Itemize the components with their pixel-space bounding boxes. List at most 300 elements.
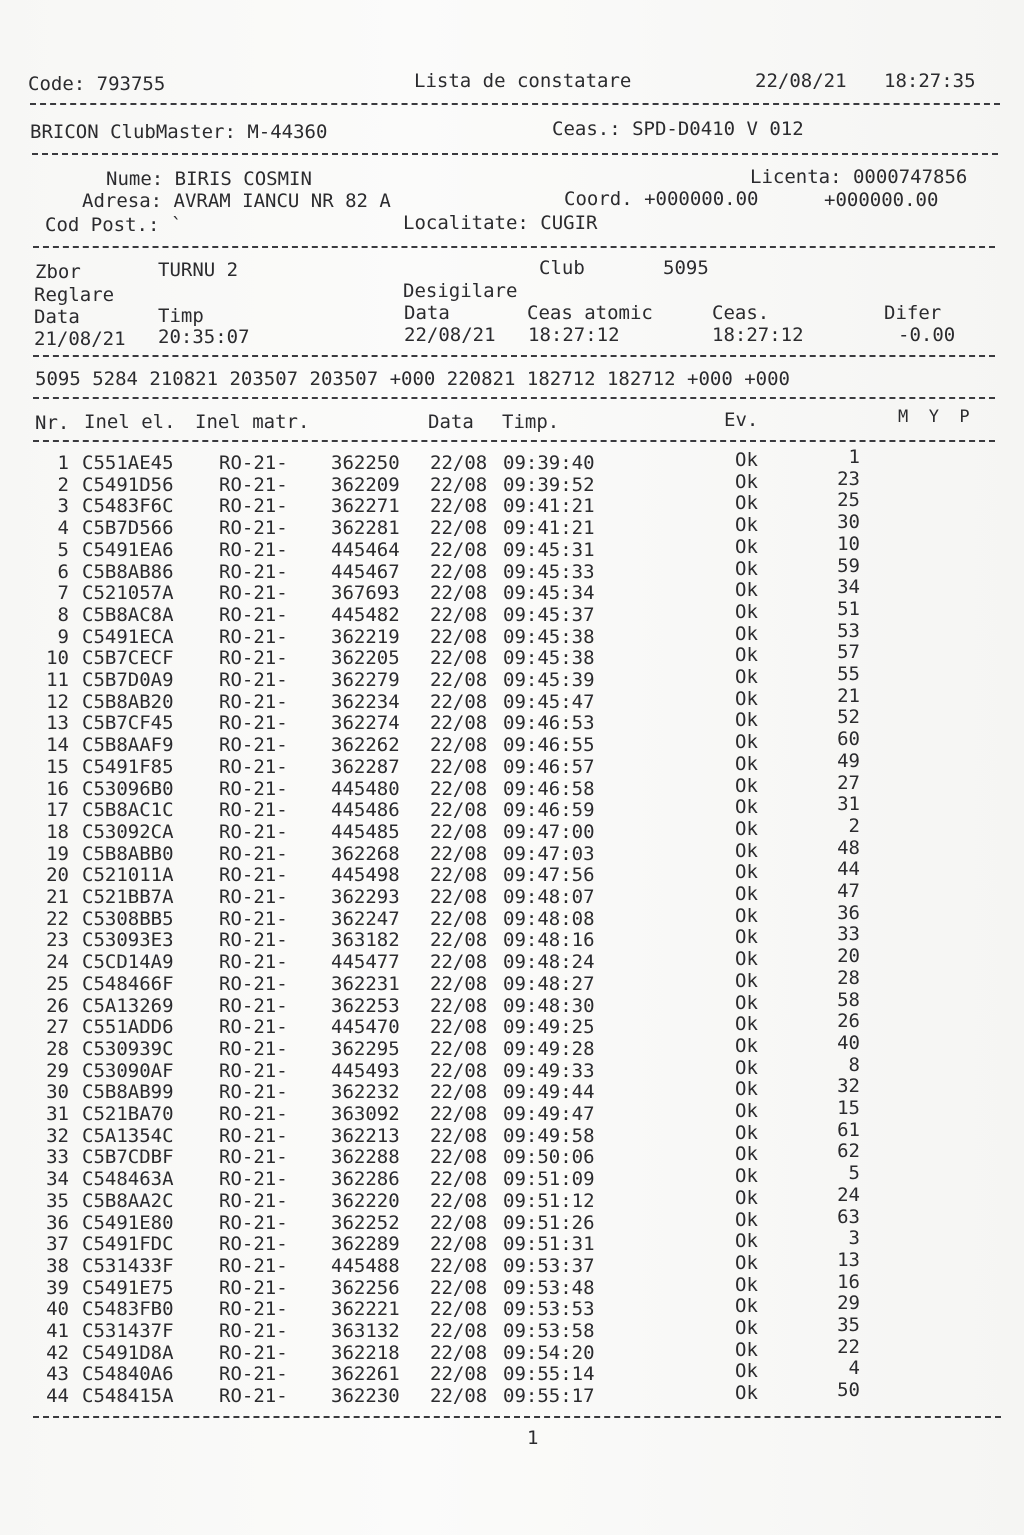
arrival-date: 22/08 xyxy=(430,495,488,518)
electronic-ring: C5B8AB20 xyxy=(82,690,174,713)
arrival-date: 22/08 xyxy=(430,1385,488,1408)
table-row xyxy=(0,1205,1024,1234)
ring-number: 445488 xyxy=(331,1254,400,1277)
ring-prefix: RO-21- xyxy=(219,907,288,930)
arrival-time: 09:49:33 xyxy=(503,1059,595,1082)
electronic-ring: C5491E80 xyxy=(82,1211,174,1234)
ring-prefix: RO-21- xyxy=(219,929,288,952)
arrival-date: 22/08 xyxy=(430,842,488,865)
page-number: 1 xyxy=(527,1427,539,1449)
event-status: Ok xyxy=(735,752,758,775)
table-row xyxy=(0,1118,1024,1147)
position: 40 xyxy=(837,1031,860,1054)
arrival-time: 09:45:47 xyxy=(503,690,595,713)
event-status: Ok xyxy=(735,1360,758,1383)
event-status: Ok xyxy=(735,535,758,558)
arrival-date: 22/08 xyxy=(430,690,488,713)
position: 33 xyxy=(837,923,860,946)
position: 34 xyxy=(837,576,860,599)
arrival-time: 09:55:14 xyxy=(503,1363,595,1386)
electronic-ring: C521BA70 xyxy=(82,1103,174,1125)
event-status: Ok xyxy=(735,1251,758,1274)
ring-number: 362286 xyxy=(331,1168,400,1191)
col-myp: M Y P xyxy=(898,407,970,427)
electronic-ring: C53092CA xyxy=(82,820,174,843)
club-number: 5095 xyxy=(663,257,709,279)
electronic-ring: C5B7CDBF xyxy=(82,1146,174,1169)
ring-number: 362287 xyxy=(331,755,400,778)
arrival-time: 09:45:33 xyxy=(503,560,595,583)
reglare-time: 20:35:07 xyxy=(158,326,250,348)
arrival-date: 22/08 xyxy=(430,1320,488,1342)
ring-prefix: RO-21- xyxy=(219,734,288,757)
electronic-ring: C5A1354C xyxy=(82,1124,174,1147)
row-number: 25 xyxy=(46,972,69,995)
row-number: 40 xyxy=(46,1298,69,1321)
table-row xyxy=(0,1010,1024,1039)
arrival-date: 22/08 xyxy=(430,1081,488,1104)
table-row xyxy=(0,511,1024,540)
event-status: Ok xyxy=(735,600,758,623)
arrival-time: 09:46:55 xyxy=(503,734,595,757)
position: 36 xyxy=(837,901,860,924)
table-row xyxy=(0,597,1024,626)
arrival-time: 09:39:52 xyxy=(503,473,595,496)
arrival-date: 22/08 xyxy=(430,603,488,626)
arrival-time: 09:53:37 xyxy=(503,1254,595,1277)
event-status: Ok xyxy=(735,969,758,992)
table-row xyxy=(0,1183,1024,1212)
arrival-time: 09:45:34 xyxy=(503,582,595,605)
position: 24 xyxy=(837,1183,860,1206)
position: 5 xyxy=(848,1162,860,1185)
arrival-date: 22/08 xyxy=(430,1103,488,1125)
row-number: 41 xyxy=(46,1320,69,1342)
desigilare-date: 22/08/21 xyxy=(404,324,496,346)
arrival-date: 22/08 xyxy=(430,1363,488,1386)
position: 21 xyxy=(837,684,860,707)
electronic-ring: C5483FB0 xyxy=(82,1298,174,1321)
event-status: Ok xyxy=(735,1382,758,1405)
electronic-ring: C5B8AB99 xyxy=(82,1081,174,1104)
ring-prefix: RO-21- xyxy=(219,690,288,713)
ring-number: 362253 xyxy=(331,994,400,1017)
ring-number: 362230 xyxy=(331,1385,400,1408)
row-number: 29 xyxy=(46,1059,69,1082)
row-number: 31 xyxy=(46,1103,69,1125)
arrival-time: 09:48:30 xyxy=(503,994,595,1017)
table-row xyxy=(0,771,1024,800)
row-number: 26 xyxy=(46,994,69,1017)
ring-number: 367693 xyxy=(331,582,400,605)
ring-number: 445486 xyxy=(331,799,400,822)
row-number: 20 xyxy=(46,864,69,887)
electronic-ring: C5B8AC8A xyxy=(82,603,174,626)
arrival-time: 09:48:27 xyxy=(503,972,595,995)
electronic-ring: C5491D8A xyxy=(82,1341,174,1364)
arrival-date: 22/08 xyxy=(430,1124,488,1147)
table-row xyxy=(0,923,1024,952)
electronic-ring: C5B7D566 xyxy=(82,517,174,540)
col-ring-matr: Inel matr. xyxy=(195,411,310,433)
row-number: 38 xyxy=(46,1254,69,1277)
arrival-time: 09:45:37 xyxy=(503,603,595,626)
separator xyxy=(30,103,1000,105)
row-number: 27 xyxy=(46,1016,69,1039)
arrival-date: 22/08 xyxy=(430,907,488,930)
arrival-date: 22/08 xyxy=(430,473,488,496)
arrival-date: 22/08 xyxy=(430,994,488,1017)
row-number: 6 xyxy=(57,560,69,583)
electronic-ring: C5B8AAF9 xyxy=(82,734,174,757)
event-status: Ok xyxy=(735,449,758,471)
position: 58 xyxy=(837,988,860,1011)
position: 35 xyxy=(837,1314,860,1336)
row-number: 17 xyxy=(46,799,69,822)
arrival-time: 09:39:40 xyxy=(503,452,595,474)
ring-prefix: RO-21- xyxy=(219,1254,288,1277)
table-row xyxy=(0,793,1024,822)
owner-coord: Coord. +000000.00 xyxy=(564,188,759,210)
event-status: Ok xyxy=(735,666,758,688)
arrival-date: 22/08 xyxy=(430,886,488,908)
owner-postal-code: Cod Post.: ` xyxy=(45,214,183,236)
row-number: 24 xyxy=(46,951,69,974)
flight-label: Zbor xyxy=(35,261,81,283)
separator xyxy=(33,1416,1001,1418)
document-code: Code: 793755 xyxy=(28,73,166,95)
row-number: 12 xyxy=(46,690,69,713)
arrival-time: 09:53:53 xyxy=(503,1298,595,1321)
arrival-time: 09:55:17 xyxy=(503,1385,595,1408)
row-number: 44 xyxy=(46,1385,69,1408)
arrival-date: 22/08 xyxy=(430,1211,488,1234)
table-row xyxy=(0,966,1024,995)
position: 20 xyxy=(837,945,860,968)
arrival-time: 09:53:48 xyxy=(503,1276,595,1299)
electronic-ring: C5491E75 xyxy=(82,1276,174,1299)
ring-number: 445482 xyxy=(331,603,400,626)
ring-prefix: RO-21- xyxy=(219,842,288,865)
reglare-time-label: Timp xyxy=(158,305,204,327)
arrival-time: 09:45:38 xyxy=(503,625,595,648)
clock-label: Ceas. xyxy=(712,302,770,324)
position: 3 xyxy=(848,1227,860,1250)
row-number: 43 xyxy=(46,1363,69,1386)
atomic-clock-label: Ceas atomic xyxy=(527,302,653,324)
event-status: Ok xyxy=(735,644,758,667)
electronic-ring: C5491ECA xyxy=(82,625,174,648)
event-status: Ok xyxy=(735,1121,758,1144)
ring-number: 362250 xyxy=(331,452,400,474)
arrival-time: 09:49:47 xyxy=(503,1103,595,1125)
event-status: Ok xyxy=(735,1034,758,1057)
arrival-date: 22/08 xyxy=(430,1298,488,1321)
row-number: 22 xyxy=(46,907,69,930)
position: 10 xyxy=(837,532,860,555)
ring-number: 445485 xyxy=(331,820,400,843)
electronic-ring: C5491D56 xyxy=(82,473,174,496)
ring-prefix: RO-21- xyxy=(219,1211,288,1234)
ring-number: 362234 xyxy=(331,690,400,713)
reglare-date: 21/08/21 xyxy=(34,328,126,350)
arrival-date: 22/08 xyxy=(430,1059,488,1082)
electronic-ring: C5308BB5 xyxy=(82,907,174,930)
arrival-date: 22/08 xyxy=(430,538,488,561)
arrival-date: 22/08 xyxy=(430,1276,488,1299)
arrival-time: 09:45:39 xyxy=(503,669,595,691)
event-status: Ok xyxy=(735,1165,758,1188)
table-row xyxy=(0,836,1024,865)
table-row xyxy=(0,1053,1024,1082)
ring-number: 362231 xyxy=(331,972,400,995)
ring-prefix: RO-21- xyxy=(219,473,288,496)
ring-number: 363132 xyxy=(331,1320,400,1342)
electronic-ring: C53090AF xyxy=(82,1059,174,1082)
row-number: 37 xyxy=(46,1233,69,1256)
position: 63 xyxy=(837,1205,860,1228)
electronic-ring: C5B8AC1C xyxy=(82,799,174,822)
arrival-date: 22/08 xyxy=(430,799,488,822)
table-row xyxy=(0,858,1024,887)
row-number: 13 xyxy=(46,712,69,735)
ring-number: 445464 xyxy=(331,538,400,561)
position: 30 xyxy=(837,511,860,534)
ring-prefix: RO-21- xyxy=(219,625,288,648)
ring-number: 362256 xyxy=(331,1276,400,1299)
ring-number: 362293 xyxy=(331,886,400,908)
position: 59 xyxy=(837,554,860,577)
event-status: Ok xyxy=(735,1338,758,1361)
position: 15 xyxy=(837,1097,860,1119)
ring-number: 445498 xyxy=(331,864,400,887)
arrival-date: 22/08 xyxy=(430,951,488,974)
print-date: 22/08/21 xyxy=(755,70,847,92)
event-status: Ok xyxy=(735,579,758,602)
table-row xyxy=(0,619,1024,648)
position: 60 xyxy=(837,728,860,751)
position: 48 xyxy=(837,836,860,859)
row-number: 30 xyxy=(46,1081,69,1104)
arrival-date: 22/08 xyxy=(430,582,488,605)
ring-number: 362262 xyxy=(331,734,400,757)
row-number: 36 xyxy=(46,1211,69,1234)
electronic-ring: C5491EA6 xyxy=(82,538,174,561)
ring-prefix: RO-21- xyxy=(219,1233,288,1256)
arrival-time: 09:48:16 xyxy=(503,929,595,952)
position: 50 xyxy=(837,1379,860,1402)
row-number: 32 xyxy=(46,1124,69,1147)
event-status: Ok xyxy=(735,1186,758,1209)
row-number: 2 xyxy=(57,473,69,496)
owner-license: Licenta: 0000747856 xyxy=(750,166,968,188)
table-row xyxy=(0,1227,1024,1256)
ring-number: 445467 xyxy=(331,560,400,583)
event-status: Ok xyxy=(735,1143,758,1166)
event-status: Ok xyxy=(735,1273,758,1296)
electronic-ring: C5B8AB86 xyxy=(82,560,174,583)
position: 27 xyxy=(837,771,860,794)
ring-prefix: RO-21- xyxy=(219,517,288,540)
table-row xyxy=(0,1270,1024,1299)
arrival-time: 09:51:31 xyxy=(503,1233,595,1256)
electronic-ring: C53096B0 xyxy=(82,777,174,800)
ring-prefix: RO-21- xyxy=(219,712,288,735)
electronic-ring: C53093E3 xyxy=(82,929,174,952)
row-number: 3 xyxy=(57,495,69,518)
col-nr: Nr. xyxy=(35,412,70,434)
ring-prefix: RO-21- xyxy=(219,1341,288,1364)
ring-number: 362252 xyxy=(331,1211,400,1234)
table-row xyxy=(0,1357,1024,1386)
ring-number: 362219 xyxy=(331,625,400,648)
ring-number: 362205 xyxy=(331,647,400,670)
table-row xyxy=(0,1140,1024,1169)
electronic-ring: C551ADD6 xyxy=(82,1016,174,1039)
electronic-ring: C548463A xyxy=(82,1168,174,1191)
arrival-date: 22/08 xyxy=(430,1341,488,1364)
ring-number: 362279 xyxy=(331,669,400,691)
ring-prefix: RO-21- xyxy=(219,603,288,626)
row-number: 39 xyxy=(46,1276,69,1299)
ring-prefix: RO-21- xyxy=(219,951,288,974)
table-row xyxy=(0,1075,1024,1104)
arrival-date: 22/08 xyxy=(430,1037,488,1060)
row-number: 42 xyxy=(46,1341,69,1364)
desigilare-label: Desigilare xyxy=(403,280,518,302)
electronic-ring: C5B7CECF xyxy=(82,647,174,670)
row-number: 14 xyxy=(46,734,69,757)
ring-number: 445493 xyxy=(331,1059,400,1082)
event-status: Ok xyxy=(735,557,758,580)
table-row xyxy=(0,728,1024,757)
ring-prefix: RO-21- xyxy=(219,669,288,691)
owner-address: Adresa: AVRAM IANCU NR 82 A xyxy=(82,190,391,212)
ring-number: 362232 xyxy=(331,1081,400,1104)
position: 29 xyxy=(837,1292,860,1315)
arrival-date: 22/08 xyxy=(430,712,488,735)
ring-prefix: RO-21- xyxy=(219,1189,288,1212)
ring-prefix: RO-21- xyxy=(219,1081,288,1104)
position: 55 xyxy=(837,663,860,685)
ring-prefix: RO-21- xyxy=(219,1363,288,1386)
arrival-time: 09:49:25 xyxy=(503,1016,595,1039)
separator xyxy=(33,440,995,442)
table-row xyxy=(0,641,1024,670)
ring-prefix: RO-21- xyxy=(219,755,288,778)
ring-prefix: RO-21- xyxy=(219,647,288,670)
event-status: Ok xyxy=(735,622,758,645)
ring-prefix: RO-21- xyxy=(219,495,288,518)
position: 51 xyxy=(837,597,860,620)
table-row xyxy=(0,467,1024,496)
arrival-date: 22/08 xyxy=(430,1016,488,1039)
clock-id: Ceas.: SPD-D0410 V 012 xyxy=(552,118,804,140)
owner-name: Nume: BIRIS COSMIN xyxy=(106,168,312,190)
ring-number: 362220 xyxy=(331,1189,400,1212)
table-row xyxy=(0,554,1024,583)
position: 53 xyxy=(837,619,860,642)
ring-prefix: RO-21- xyxy=(219,777,288,800)
arrival-time: 09:49:44 xyxy=(503,1081,595,1104)
ring-prefix: RO-21- xyxy=(219,538,288,561)
arrival-time: 09:47:03 xyxy=(503,842,595,865)
event-status: Ok xyxy=(735,1295,758,1318)
ring-number: 362271 xyxy=(331,495,400,518)
row-number: 15 xyxy=(46,755,69,778)
ring-number: 362221 xyxy=(331,1298,400,1321)
event-status: Ok xyxy=(735,796,758,819)
position: 2 xyxy=(848,814,860,837)
arrival-time: 09:53:58 xyxy=(503,1320,595,1342)
electronic-ring: C54840A6 xyxy=(82,1363,174,1386)
arrival-time: 09:51:09 xyxy=(503,1168,595,1191)
table-row xyxy=(0,988,1024,1017)
position: 49 xyxy=(837,749,860,772)
electronic-ring: C5483F6C xyxy=(82,495,174,518)
table-row xyxy=(0,576,1024,605)
electronic-ring: C531437F xyxy=(82,1320,174,1342)
event-status: Ok xyxy=(735,1317,758,1339)
ring-prefix: RO-21- xyxy=(219,1059,288,1082)
atomic-clock-value: 18:27:12 xyxy=(528,324,620,346)
event-status: Ok xyxy=(735,1013,758,1036)
ring-prefix: RO-21- xyxy=(219,1298,288,1321)
difference-value: -0.00 xyxy=(898,324,956,346)
arrival-time: 09:47:56 xyxy=(503,864,595,887)
electronic-ring: C5A13269 xyxy=(82,994,174,1017)
electronic-ring: C5491F85 xyxy=(82,755,174,778)
ring-number: 445477 xyxy=(331,951,400,974)
electronic-ring: C5B7D0A9 xyxy=(82,669,174,691)
arrival-date: 22/08 xyxy=(430,452,488,474)
arrival-time: 09:49:58 xyxy=(503,1124,595,1147)
position: 47 xyxy=(837,880,860,902)
ring-number: 362295 xyxy=(331,1037,400,1060)
table-row xyxy=(0,663,1024,691)
table-row xyxy=(0,1335,1024,1364)
row-number: 4 xyxy=(57,517,69,540)
electronic-ring: C548466F xyxy=(82,972,174,995)
encoded-line: 5095 5284 210821 203507 203507 +000 220821 182712 182712 +000 +000 xyxy=(35,368,790,390)
position: 32 xyxy=(837,1075,860,1098)
position: 28 xyxy=(837,966,860,989)
ring-prefix: RO-21- xyxy=(219,864,288,887)
ring-prefix: RO-21- xyxy=(219,1103,288,1125)
ring-prefix: RO-21- xyxy=(219,582,288,605)
position: 25 xyxy=(837,489,860,512)
arrival-date: 22/08 xyxy=(430,1168,488,1191)
arrival-date: 22/08 xyxy=(430,777,488,800)
col-event: Ev. xyxy=(724,409,759,431)
arrival-date: 22/08 xyxy=(430,1189,488,1212)
ring-prefix: RO-21- xyxy=(219,1320,288,1342)
event-status: Ok xyxy=(735,1230,758,1253)
arrival-date: 22/08 xyxy=(430,734,488,757)
ring-number: 363182 xyxy=(331,929,400,952)
table-row xyxy=(0,945,1024,974)
arrival-time: 09:48:24 xyxy=(503,951,595,974)
electronic-ring: C521BB7A xyxy=(82,886,174,908)
event-status: Ok xyxy=(735,514,758,537)
ring-number: 362213 xyxy=(331,1124,400,1147)
table-row xyxy=(0,1292,1024,1321)
ring-number: 362261 xyxy=(331,1363,400,1386)
event-status: Ok xyxy=(735,948,758,971)
electronic-ring: C5B8ABB0 xyxy=(82,842,174,865)
row-number: 7 xyxy=(57,582,69,605)
ring-number: 445470 xyxy=(331,1016,400,1039)
